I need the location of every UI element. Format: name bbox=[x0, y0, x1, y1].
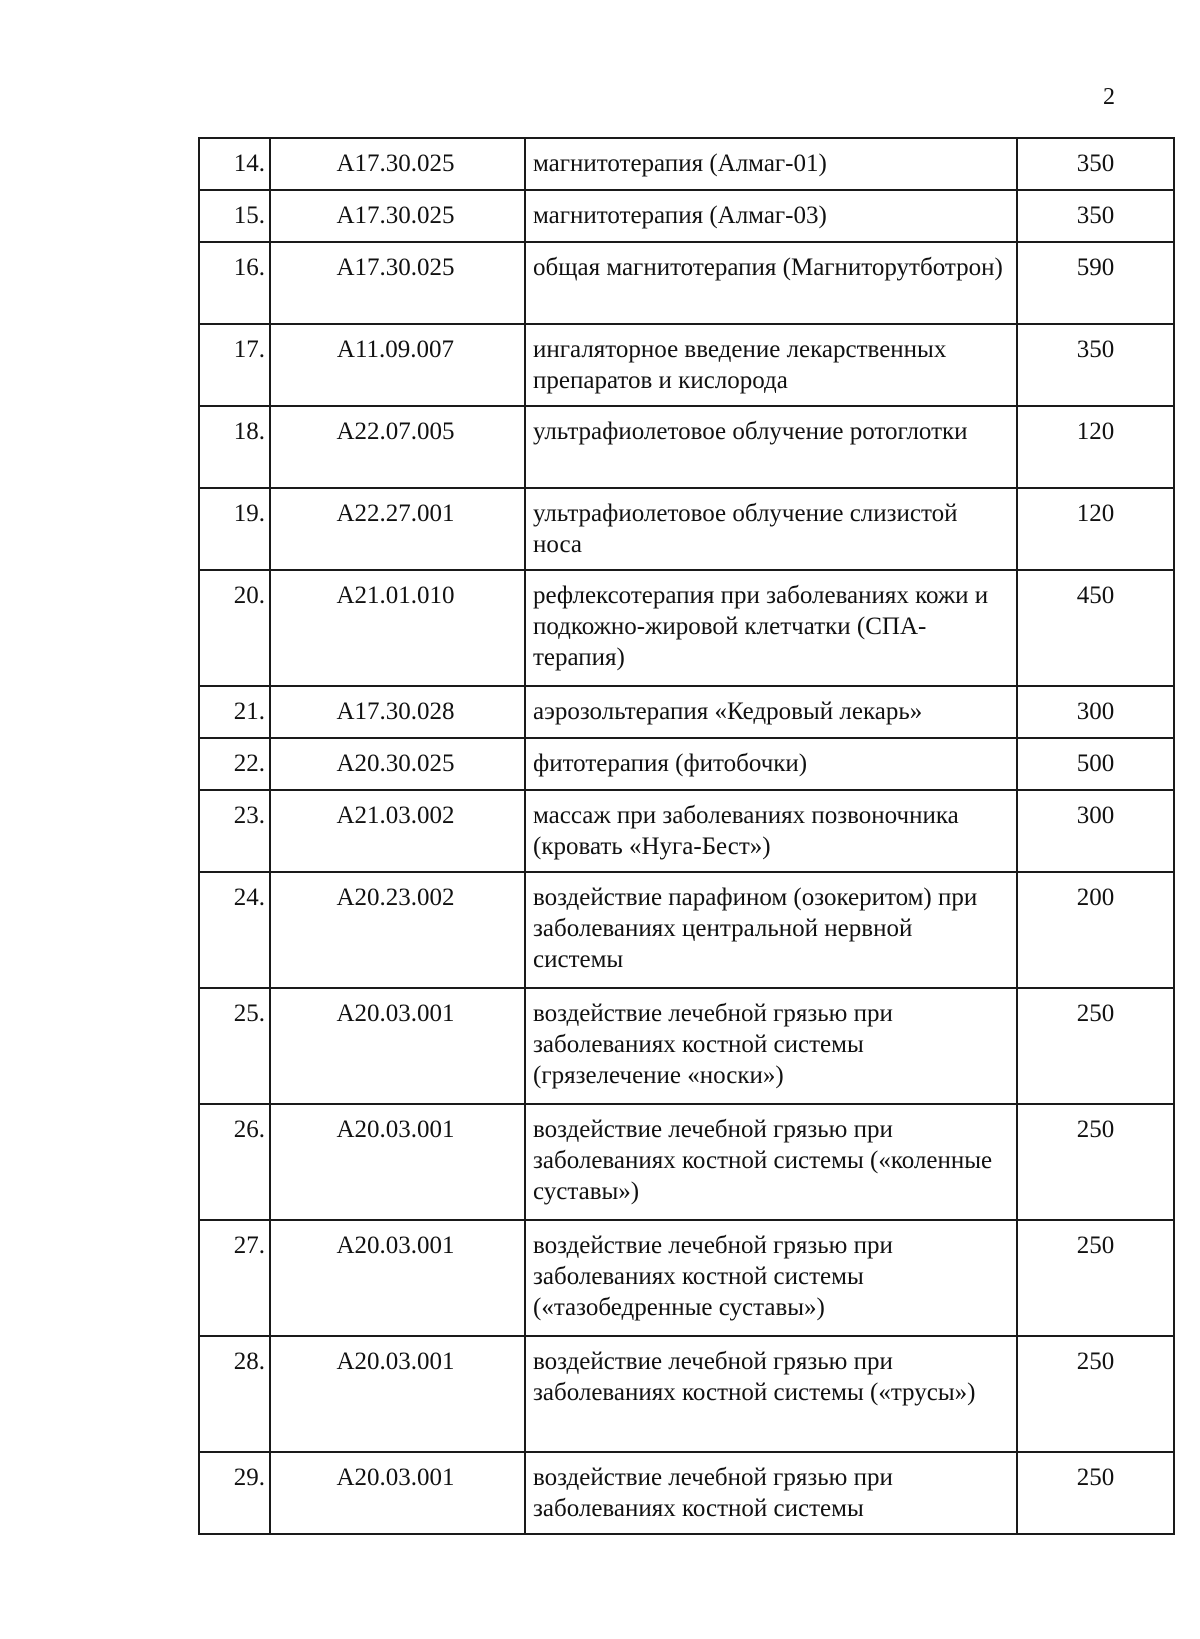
table-row bbox=[199, 488, 1174, 570]
row-number: 26. bbox=[199, 1104, 270, 1220]
service-name: массаж при заболеваниях позвоночника (кровать «Нуга-Бест») bbox=[525, 790, 1017, 872]
service-code: А20.23.002 bbox=[270, 872, 525, 988]
service-name: ультрафиолетовое облучение ротоглотки bbox=[525, 406, 1017, 488]
table-row bbox=[199, 324, 1174, 406]
service-name: воздействие лечебной грязью при заболеваниях костной системы («тазобедренные суставы») bbox=[525, 1220, 1017, 1336]
row-number: 29. bbox=[199, 1452, 270, 1534]
service-code: А20.03.001 bbox=[270, 1220, 525, 1336]
row-number: 14. bbox=[199, 138, 270, 190]
table-row bbox=[199, 1220, 1174, 1336]
table-row bbox=[199, 686, 1174, 738]
service-code: А20.03.001 bbox=[270, 988, 525, 1104]
table-row bbox=[199, 242, 1174, 324]
row-number: 25. bbox=[199, 988, 270, 1104]
table-body bbox=[199, 138, 1174, 1534]
service-name: воздействие лечебной грязью при заболеваниях костной системы («коленные суставы») bbox=[525, 1104, 1017, 1220]
row-number: 21. bbox=[199, 686, 270, 738]
row-number: 28. bbox=[199, 1336, 270, 1452]
page-number: 2 bbox=[1103, 84, 1115, 110]
table-row bbox=[199, 190, 1174, 242]
service-code: А21.03.002 bbox=[270, 790, 525, 872]
service-code: А21.01.010 bbox=[270, 570, 525, 686]
service-code: А20.03.001 bbox=[270, 1336, 525, 1452]
service-price: 250 bbox=[1017, 1104, 1174, 1220]
service-price: 590 bbox=[1017, 242, 1174, 324]
row-number: 27. bbox=[199, 1220, 270, 1336]
service-name: фитотерапия (фитобочки) bbox=[525, 738, 1017, 790]
service-price: 350 bbox=[1017, 138, 1174, 190]
service-name: ингаляторное введение лекарственных препаратов и кислорода bbox=[525, 324, 1017, 406]
service-code: А22.07.005 bbox=[270, 406, 525, 488]
service-price: 300 bbox=[1017, 790, 1174, 872]
row-number: 23. bbox=[199, 790, 270, 872]
service-name: магнитотерапия (Алмаг-01) bbox=[525, 138, 1017, 190]
service-code: А22.27.001 bbox=[270, 488, 525, 570]
table-row bbox=[199, 738, 1174, 790]
services-price-table bbox=[198, 137, 1175, 1535]
service-name: ультрафиолетовое облучение слизистой носа bbox=[525, 488, 1017, 570]
service-price: 350 bbox=[1017, 324, 1174, 406]
service-price: 450 bbox=[1017, 570, 1174, 686]
service-price: 200 bbox=[1017, 872, 1174, 988]
service-code: А17.30.025 bbox=[270, 138, 525, 190]
service-price: 250 bbox=[1017, 1452, 1174, 1534]
table-row bbox=[199, 988, 1174, 1104]
service-price: 300 bbox=[1017, 686, 1174, 738]
table-row bbox=[199, 1336, 1174, 1452]
service-code: А20.30.025 bbox=[270, 738, 525, 790]
row-number: 17. bbox=[199, 324, 270, 406]
row-number: 16. bbox=[199, 242, 270, 324]
service-name: воздействие лечебной грязью при заболеваниях костной системы (грязелечение «носки») bbox=[525, 988, 1017, 1104]
service-price: 500 bbox=[1017, 738, 1174, 790]
row-number: 19. bbox=[199, 488, 270, 570]
service-name: воздействие лечебной грязью при заболеваниях костной системы bbox=[525, 1452, 1017, 1534]
service-price: 120 bbox=[1017, 406, 1174, 488]
row-number: 18. bbox=[199, 406, 270, 488]
service-name: воздействие парафином (озокеритом) при заболеваниях центральной нервной системы bbox=[525, 872, 1017, 988]
service-name: воздействие лечебной грязью при заболеваниях костной системы («трусы») bbox=[525, 1336, 1017, 1452]
row-number: 15. bbox=[199, 190, 270, 242]
service-price: 250 bbox=[1017, 1336, 1174, 1452]
service-price: 350 bbox=[1017, 190, 1174, 242]
service-price: 250 bbox=[1017, 988, 1174, 1104]
service-name: рефлексотерапия при заболеваниях кожи и подкожно-жировой клетчатки (СПА-терапия) bbox=[525, 570, 1017, 686]
service-price: 120 bbox=[1017, 488, 1174, 570]
table-row bbox=[199, 570, 1174, 686]
row-number: 20. bbox=[199, 570, 270, 686]
service-name: общая магнитотерапия (Магниторутботрон) bbox=[525, 242, 1017, 324]
service-name: магнитотерапия (Алмаг-03) bbox=[525, 190, 1017, 242]
table-row bbox=[199, 1104, 1174, 1220]
table-row bbox=[199, 1452, 1174, 1534]
service-price: 250 bbox=[1017, 1220, 1174, 1336]
service-code: А17.30.025 bbox=[270, 190, 525, 242]
row-number: 22. bbox=[199, 738, 270, 790]
table-row bbox=[199, 138, 1174, 190]
table-row bbox=[199, 406, 1174, 488]
service-name: аэрозольтерапия «Кедровый лекарь» bbox=[525, 686, 1017, 738]
service-code: А20.03.001 bbox=[270, 1452, 525, 1534]
service-code: А20.03.001 bbox=[270, 1104, 525, 1220]
table-row bbox=[199, 872, 1174, 988]
service-code: А17.30.025 bbox=[270, 242, 525, 324]
service-code: А11.09.007 bbox=[270, 324, 525, 406]
row-number: 24. bbox=[199, 872, 270, 988]
service-code: А17.30.028 bbox=[270, 686, 525, 738]
table-row bbox=[199, 790, 1174, 872]
